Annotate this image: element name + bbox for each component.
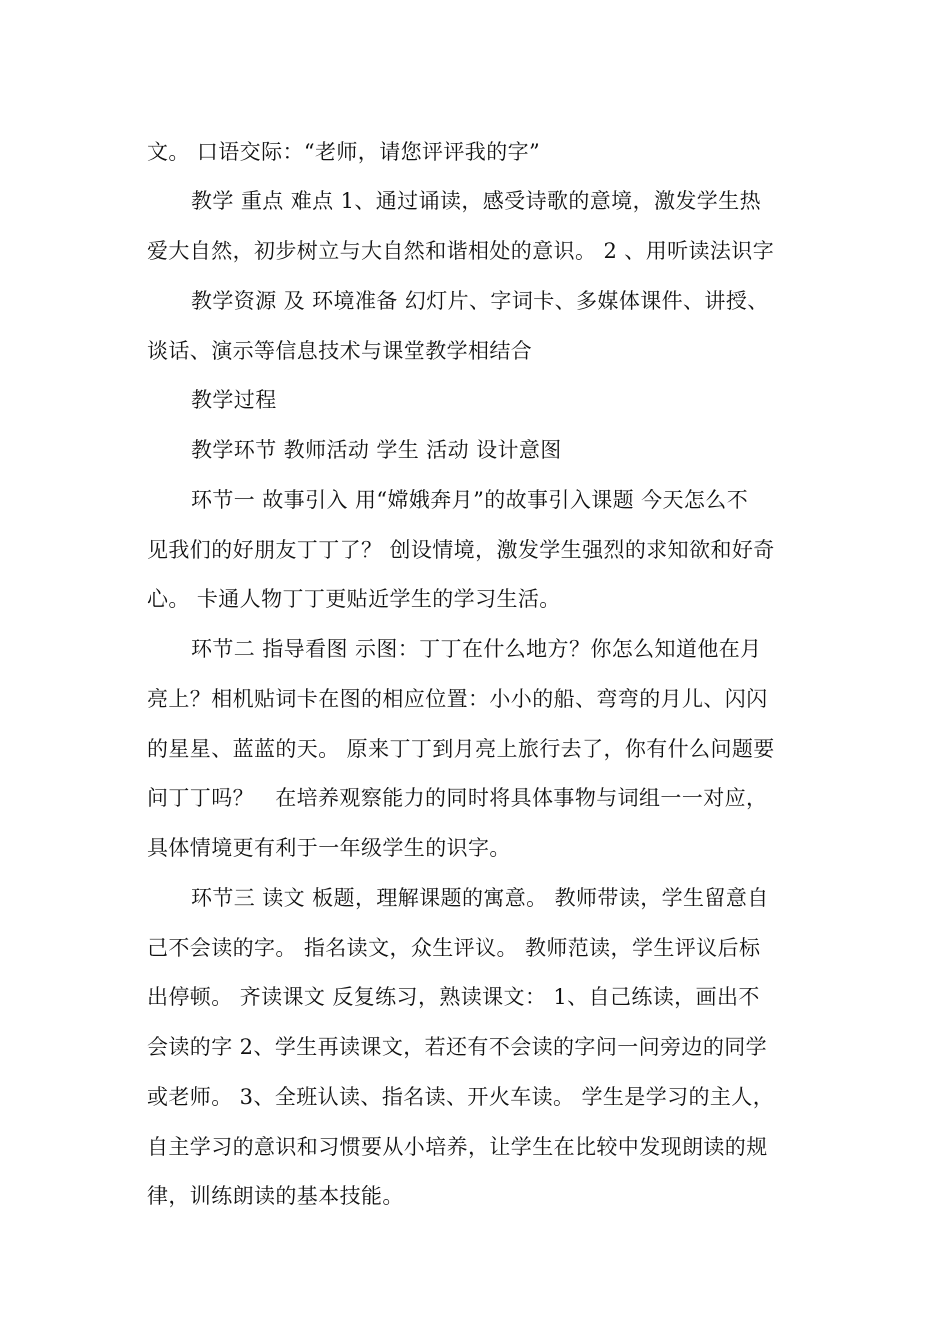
text-line: 或老师。 3、全班认读、指名读、开火车读。 学生是学习的主人， [147,1085,775,1109]
text-line: 环节一 故事引入 用“嫦娥奔月”的故事引入课题 今天怎么不 [191,488,749,512]
text-line: 环节二 指导看图 示图：丁丁在什么地方？你怎么知道他在月 [191,637,762,661]
text-line: 的星星、蓝蓝的天。 原来丁丁到月亮上旅行去了，你有什么问题要 [147,737,775,761]
text-line: 教学过程 [191,388,277,412]
text-line: 心。 卡通人物丁丁更贴近学生的学习生活。 [147,587,561,611]
text-line: 谈话、演示等信息技术与课堂教学相结合 [147,339,533,363]
text-line: 爱大自然，初步树立与大自然和谐相处的意识。 2 、用听读法识字 [147,239,775,263]
text-line: 教学环节 教师活动 学生 活动 设计意图 [191,438,562,462]
text-line: 亮上？相机贴词卡在图的相应位置：小小的船、弯弯的月儿、闪闪 [147,687,768,711]
text-line: 环节三 读文 板题，理解课题的寓意。 教师带读，学生留意自 [191,886,769,910]
text-line: 教学 重点 难点 1、通过诵读，感受诗歌的意境，激发学生热 [191,189,761,213]
text-line: 律，训练朗读的基本技能。 [147,1184,404,1208]
text-line: 教学资源 及 环境准备 幻灯片、字词卡、多媒体课件、讲授、 [191,289,769,313]
text-line: 文。 口语交际：“老师，请您评评我的字” [147,140,541,164]
text-line: 己不会读的字。 指名读文，众生评议。 教师范读，学生评议后标 [147,936,761,960]
text-line: 见我们的好朋友丁丁了？ 创设情境，激发学生强烈的求知欲和好奇 [147,538,775,562]
text-line: 出停顿。 齐读课文 反复练习，熟读课文： 1、自己练读，画出不 [147,985,760,1009]
text-line: 问丁丁吗？ 在培养观察能力的同时将具体事物与词组一一对应， [147,786,768,810]
text-line: 会读的字 2、学生再读课文，若还有不会读的字问一问旁边的同学 [147,1035,768,1059]
text-line: 具体情境更有利于一年级学生的识字。 [147,836,511,860]
text-line: 自主学习的意识和习惯要从小培养，让学生在比较中发现朗读的规 [147,1135,768,1159]
